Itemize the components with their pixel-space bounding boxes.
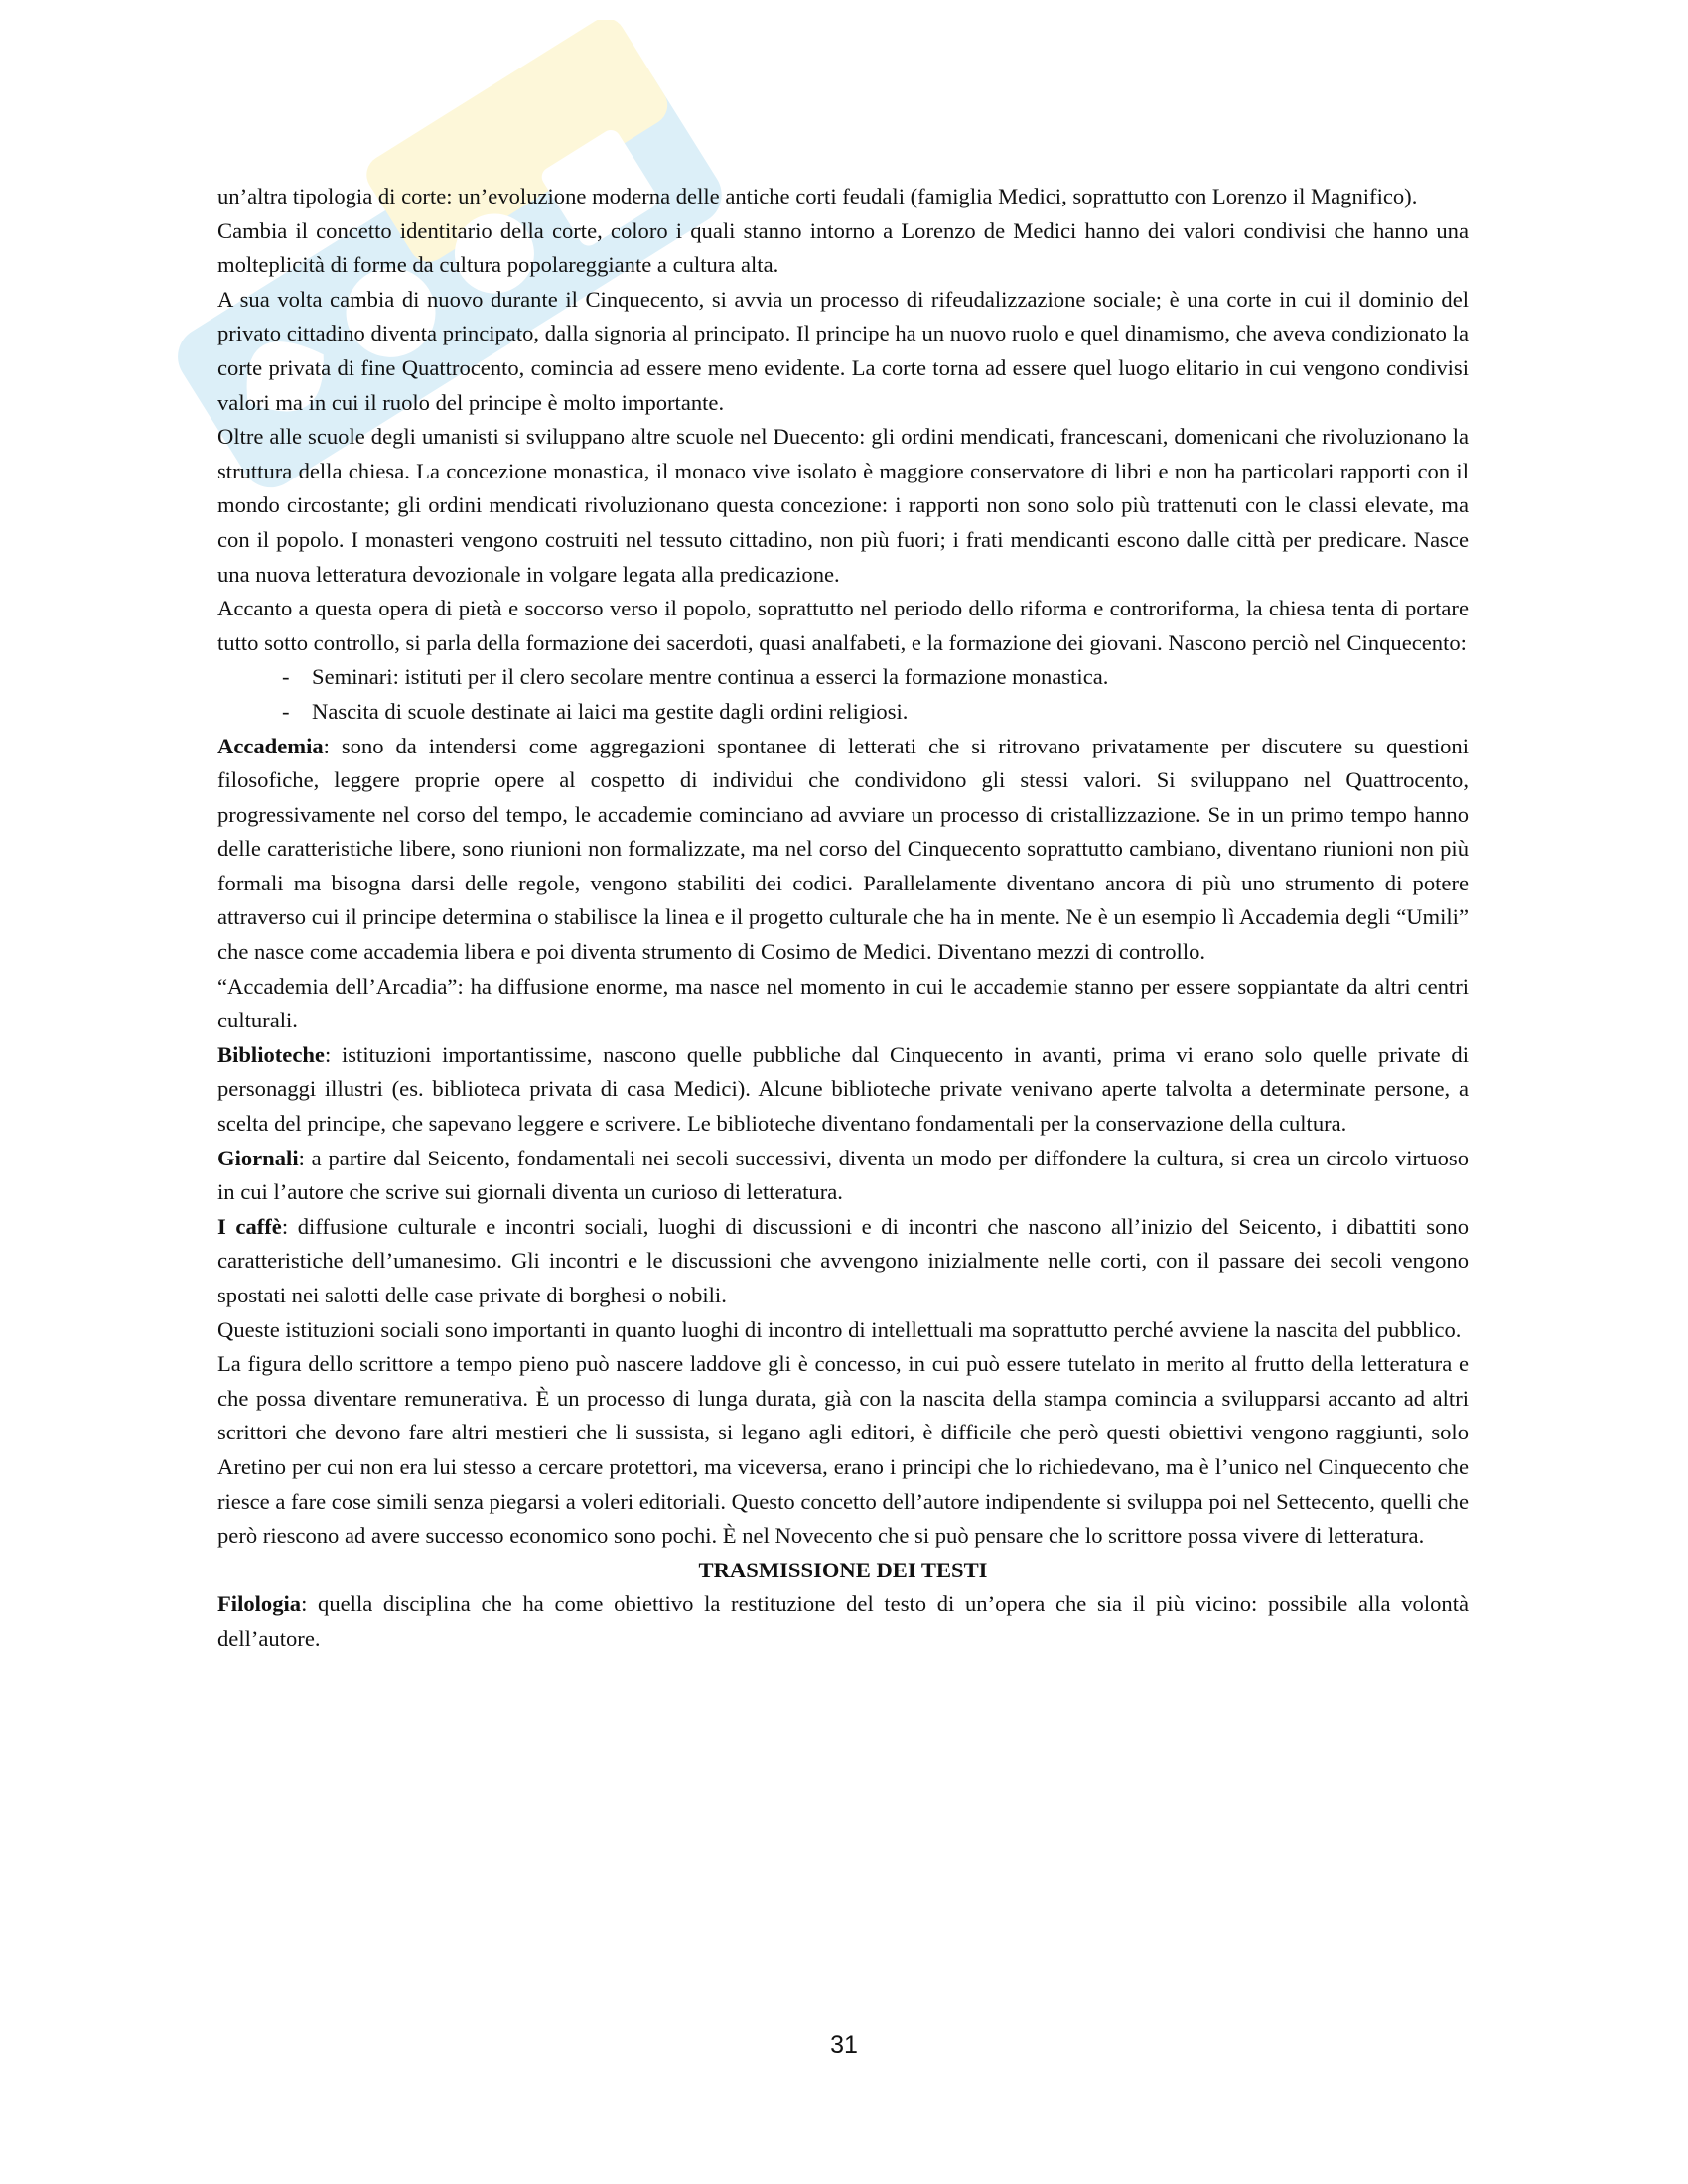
bullet-list: [217, 660, 1469, 729]
definition-accademia: : sono da intendersi come aggregazioni spontanee di letterati che si ritrovano privatamente per discutere su questioni filosofiche, leggere proprie opere al cospetto di individui che condividono gli stessi valori. Si sviluppano nel Quattrocento, progressivamente nel corso del tempo, le accademie cominciano ad avviare un processo di cristallizzazione. Se in un primo tempo hanno delle caratteristiche libere, sono riunioni non formalizzate, ma nel corso del Cinquecento soprattutto cambiano, diventano riunioni non più formali ma bisogna darsi delle regole, vengono stabiliti dei codici. Parallelamente diventano ancora di più uno strumento di potere attraverso cui il principe determina o stabilisce la linea e il progetto culturale che ha in mente. Ne è un esempio lì Accademia degli “Umili” che nasce come accademia libera e poi diventa strumento di Cosimo de Medici. Diventano mezzi di controllo.: [217, 733, 1469, 965]
paragraph-filologia: [217, 1587, 1469, 1656]
definition-giornali: : a partire dal Seicento, fondamentali nei secoli successivi, diventa un modo per diffondere la cultura, si crea un circolo virtuoso in cui l’autore che scrive sui giornali diventa un curioso di letteratura.: [217, 1145, 1469, 1205]
definition-biblioteche: : istituzioni importantissime, nascono quelle pubbliche dal Cinquecento in avanti, prima vi erano solo quelle private di personaggi illustri (es. biblioteca privata di casa Medici). Alcune biblioteche private venivano aperte talvolta a determinate persone, a scelta del principe, che sapevano leggere e scrivere. Le biblioteche diventano fondamentali per la conservazione della cultura.: [217, 1041, 1469, 1137]
paragraph-ordini-mendicanti: Oltre alle scuole degli umanisti si sviluppano altre scuole nel Duecento: gli ordini mendicati, francescani, domenicani che rivoluzionano la struttura della chiesa. La concezione monastica, il monaco vive isolato è maggiore conservatore di libri e non ha particolari rapporti con il mondo circostante; gli ordini mendicati rivoluzionano questa concezione: i rapporti non sono solo più trattenuti con le classi elevate, ma con il popolo. I monasteri vengono costruiti nel tessuto cittadino, non più fuori; i frati mendicanti escono dalle città per predicare. Nasce una nuova letteratura devozionale in volgare legata alla predicazione.: [217, 424, 1469, 587]
page-number: 31: [830, 2031, 858, 2059]
term-caffe: I caffè: [217, 1213, 282, 1239]
paragraph-corte-tipologia: un’altra tipologia di corte: un’evoluzione moderna delle antiche corti feudali (famiglia Medici, soprattutto con Lorenzo il Magnifico).: [217, 184, 1418, 208]
section-heading: TRASMISSIONE DEI TESTI: [698, 1557, 988, 1582]
definition-caffe: : diffusione culturale e incontri sociali, luoghi di discussioni e di incontri che nascono all’inizio del Seicento, i dibattiti sono caratteristiche dell’umanesimo. Gli incontri e le discussioni che avvengono inizialmente nelle corti, con il passare dei secoli vengono spostati nei salotti delle case private di borghesi o nobili.: [217, 1213, 1469, 1307]
definition-filologia: : quella disciplina che ha come obiettivo la restituzione del testo di un’opera che sia il più vicino: possibile alla volontà dell’autore.: [217, 1591, 1469, 1651]
document-body: [217, 180, 1469, 1657]
list-item: - Nascita di scuole destinate ai laici ma gestite dagli ordini religiosi.: [217, 695, 1469, 730]
paragraph-biblioteche: [217, 1038, 1469, 1142]
list-item: - Seminari: istituti per il clero secolare mentre continua a esserci la formazione monastica.: [217, 660, 1469, 695]
paragraph-accademia: [217, 730, 1469, 970]
paragraph-giornali: [217, 1142, 1469, 1210]
term-accademia: Accademia: [217, 733, 324, 758]
paragraph-caffe: [217, 1210, 1469, 1313]
paragraph-scrittore: La figura dello scrittore a tempo pieno può nascere laddove gli è concesso, in cui può essere tutelato in merito al frutto della letteratura e che possa diventare remunerativa. È un processo di lunga durata, già con la nascita della stampa comincia a svilupparsi accanto ad altri scrittori che devono fare altri mestieri che li sussista, si legano agli editori, è difficile che però questi obiettivi vengono raggiunti, solo Aretino per cui non era lui stesso a cercare protettori, ma viceversa, erano i principi che lo richiedevano, ma è l’unico nel Cinquecento che riesce a fare cose simili senza piegarsi a voleri editoriali. Questo concetto dell’autore indipendente si sviluppa poi nel Settecento, quelli che però riescono ad avere successo economico sono pochi. È nel Novecento che si può pensare che lo scrittore possa vivere di letteratura.: [217, 1351, 1469, 1549]
term-biblioteche: Biblioteche: [217, 1041, 325, 1067]
paragraph-cinquecento: A sua volta cambia di nuovo durante il Cinquecento, si avvia un processo di rifeudalizzazione sociale; è una corte in cui il dominio del privato cittadino diventa principato, dalla signoria al principato. Il principe ha un nuovo ruolo e quel dinamismo, che aveva condizionato la corte privata di fine Quattrocento, comincia ad essere meno evidente. La corte torna ad essere quel luogo elitario in cui vengono condivisi valori ma in cui il ruolo del principe è molto importante.: [217, 286, 1469, 415]
term-giornali: Giornali: [217, 1145, 299, 1170]
paragraph-istituzioni: Queste istituzioni sociali sono importanti in quanto luoghi di incontro di intellettuali ma soprattutto perché avviene la nascita del pubblico.: [217, 1316, 1462, 1342]
paragraph-chiesa-controllo: Accanto a questa opera di pietà e soccorso verso il popolo, soprattutto nel periodo dello riforma e controriforma, la chiesa tenta di portare tutto sotto controllo, si parla della formazione dei sacerdoti, quasi analfabeti, e la formazione dei giovani. Nascono perciò nel Cinquecento:: [217, 596, 1469, 655]
paragraph-concetto-corte: Cambia il concetto identitario della corte, coloro i quali stanno intorno a Lorenzo de Medici hanno dei valori condivisi che hanno una molteplicità di forme da cultura popolareggiante a cultura alta.: [217, 217, 1469, 278]
term-filologia: Filologia: [217, 1591, 302, 1617]
paragraph-arcadia: “Accademia dell’Arcadia”: ha diffusione enorme, ma nasce nel momento in cui le accademie stanno per essere soppiantate da altri centri culturali.: [217, 973, 1469, 1033]
